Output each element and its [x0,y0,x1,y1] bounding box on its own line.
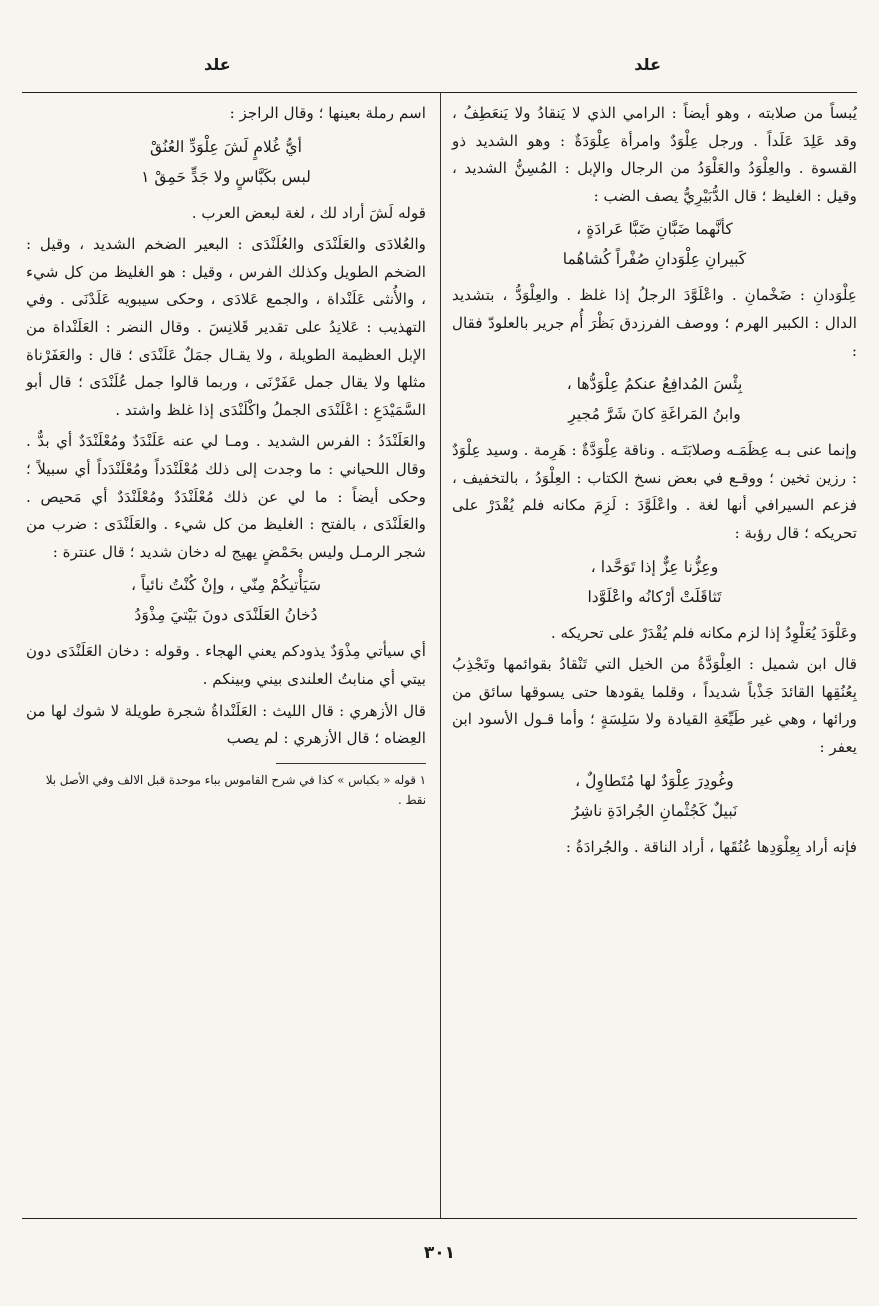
verse-quotation [452,552,857,612]
page-number: ٣٠١ [423,1243,456,1263]
entry-paragraph: يُبساً من صلابته ، وهو أيضاً : الرامي الذي لا يَنقادُ ولا يَنعَطِفُ ، وقد عَلِدَ عَلَداً . ورجل عِلْوَدٌ وامرأة عِلْوَدَةٌ : وهو الشديد ذو القسوة . والعِلْوَدُ والعَلْوَدُ من الرجال والإبل : المُسِنُّ الشديد ، وقيل : الغليظ ؛ قال الدُّبَيْرِيُّ يصف الضب : [452,104,857,205]
entry-paragraph: والعَلَنْدَدُ : الفرس الشديد . ومـا لي عنه عَلَنْدَدٌ ومُعْلَنْدَدٌ أي بدٌّ . وقال اللحياني : ما وجدت إلى ذلك مُعْلَنْدَداً ومُعْلَنْدَداً أي سبيلاً ؛ وحكى أيضاً : ما لي عن ذلك مُعْلَنْدَدٌ ومُعْلَنْدَدٌ أي مَحيص . والعَلَنْدَى ، بالفتح : الغليظ من كل شيء . والعَلَنْدَى : ضرب من شجر الرمـل وليس بحَمْضٍ يهيج له دخان شديد ؛ قال عنترة : [26,432,426,561]
verse-line: كَبيرانِ عِلْوَدانِ صُفْراً كُشاهُما [562,250,747,269]
verse-line: أيُّ غُلامٍ لَشَ عِلْوَدِّ العُنُقْ [150,137,302,156]
verse-line: وابنُ المَراغَةِ كانَ شَرَّ مُجيرِ [568,405,741,424]
verse-quotation [452,214,857,274]
verse-line: لبس بكَبَّاسٍ ولا جَدٍّ حَمِقْ ١ [141,167,311,186]
column-divider [440,92,441,1218]
entry-paragraph: قال ابن شميل : العِلْوَدَّةُ من الخيل التي تَنْقادُ بقوائمها وتَجْذِبُ بِعُنُقِها القائدَ جَذْباً شديداً ، وقلما يقودها حتى يسوقها سائق من ورائها ، وهي غير طَيِّعَةِ القيادة ولا سَلِسَةٍ ؛ وأما قـول الأسود ابن يعفر : [452,655,857,756]
running-header-right: علد [634,55,661,74]
entry-paragraph: اسم رملة بعينها ؛ وقال الراجز : [229,104,426,122]
verse-line: سَيَأْتيكُمْ مِنّي ، وإنْ كُنْتُ نائياً ، [130,576,322,595]
footnote: ١ قوله « بكباس » كذا في شرح القاموس بباء موحدة قبل الالف وفي الأصل بلا نقط . [45,772,426,807]
footnote-rule [276,763,426,764]
entry-paragraph: وإنما عنى بـه عِظَمَـه وصلابَتَـه . وناقة عِلْوَدَّةٌ : هَرِمة . وسيد عِلْوَدٌ : رزين ثخين ؛ ووقـع في بعض نسخ الكتاب : العِلْوَدُ ، بالتخفيف ، فزعم السيرافي أنها لغة . واعْلَوَّدَ : لَزِمَ مكانه فلم يُقْدَرْ على تحريكه ؛ قال رؤبة : [452,441,857,542]
verse-line: دُخانُ العَلَنْدَى دونَ بَيْتيَ مِذْوَدُ [134,606,318,625]
entry-paragraph: قوله لَشَ أراد لك ، لغة لبعض العرب . [191,203,426,222]
verse-quotation [26,570,426,630]
left-column [26,100,426,810]
entry-paragraph: والعُلادَى والعَلَنْدَى والعُلَنْدَى : البعير الضخم الشديد ، وقيل : الضخم الطويل وكذلك الفرس ، وقيل : هو الغليظ من كل شيء ، والأُنثى عَلَنْداة ، والجمع عَلادَى ، وحكى سيبويه عَلَدْنَى . وفي التهذيب : عَلانِدُ على تقدير قَلانِسَ . وقال النضر : العَلَنْداة من الإبل العظيمة الطويلة ، ولا يقـال جمَلٌ عَلَنْدَى ؛ قال : والعَفَرْناة مثلها ولا يقال جمل عَفَرْنَى ، وربما قالوا جمل عُلَنْدَى ؛ قال أبو السَّمَيْدَعِ : اعْلَنْدَى الجملُ واكْلَنْدَى إذا غلظ واشتد . [26,235,426,419]
right-column [452,100,857,865]
running-header-left: علد [204,55,231,74]
entry-paragraph: أي سيأتي مِذْوَدٌ يذودكم يعني الهجاء . وقوله : دخان العَلَنْدَى دون بيتي أي منابتُ العلندى بيني وبينكم . [26,642,426,688]
entry-paragraph: عِلْوَدانِ : ضَخْمانِ . واعْلَوَّدَ الرجلُ إذا غلظ . والعِلْوَدُّ ، بتشديد الدال : الكبير الهرم ؛ ووصف الفرزدق بَظْرَ أُم جرير بالعلودّ فقال : [452,286,857,360]
verse-line: بِئْسَ المُدافِعُ عنكمُ عِلْوَدُّها ، [566,375,743,394]
entry-paragraph: وعَلْوَدَ يُعَلْوِدُ إذا لزم مكانه فلم يُقْدَرْ على تحريكه . [550,623,857,642]
verse-line: كأنَّهما ضَبَّانِ ضَبَّا عَرادَةٍ ، [576,220,733,239]
footer-rule [22,1218,857,1219]
verse-quotation [452,766,857,826]
entry-paragraph: فإنه أراد بِعِلْوَدِها عُنُقَها ، أراد الناقة . والجُرادَةُ : [565,837,857,856]
entry-paragraph: قال الأزهري : قال الليث : العَلَنْداةُ شجرة طويلة لا شوك لها من العِضاه ؛ قال الأزهري : لم يصب [26,701,426,748]
verse-line: تَثاقَلَتْ أرْكانُه واعْلَوَّدا [587,587,722,606]
verse-line: وعِزُّنا عِزٌّ إذا تَوَحَّدا ، [590,557,719,576]
verse-quotation [452,369,857,429]
verse-line: نَبيلٌ كَجُثْمانِ الجُرادَةِ ناشِرُ [571,801,738,820]
verse-line: وغُودِرَ عِلْوَدٌ لها مُتَطاوِلٌ ، [575,771,734,790]
verse-quotation [26,132,426,192]
